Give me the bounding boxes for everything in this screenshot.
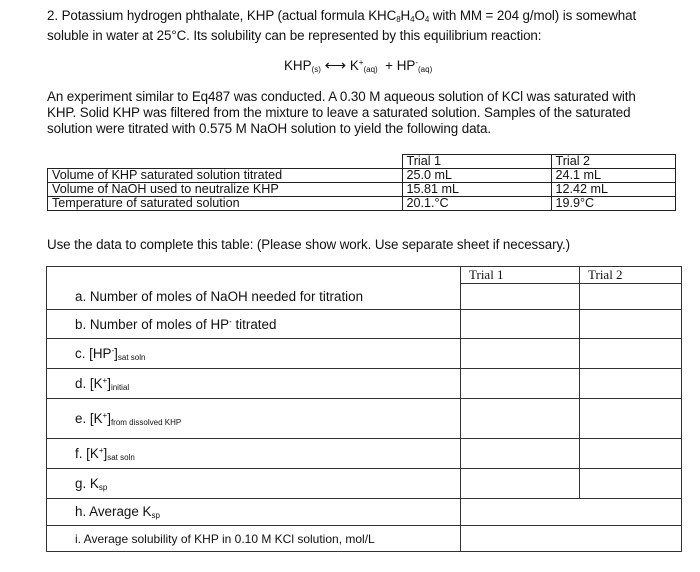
work-table-header — [47, 267, 682, 284]
double-arrow-icon: ⟷ — [324, 57, 347, 74]
intro-line-2: soluble in water at 25°C. Its solubility can be represented by this equilibrium reaction: — [47, 28, 542, 43]
answer-cell-average[interactable] — [461, 499, 682, 526]
data-header-trial-1: Trial 1 — [402, 155, 551, 169]
work-row-d: d. $[K^+]_{initial}$ — [47, 369, 682, 399]
answer-cell-trial-2[interactable] — [580, 284, 682, 310]
answer-cell-trial-1[interactable] — [461, 284, 580, 310]
work-row-e: e. $[K^+]_{from dissolved KHP}$ — [47, 399, 682, 439]
experiment-description: An experiment similar to Eq487 was conducted. A 0.30 M aqueous solution of KCl was saturated with KHP. Solid KHP was filtered from the mixture to leave a saturated solution. Samples of the saturated solution were titrated with 0.575 M NaOH solution to yield the following data. — [47, 89, 636, 136]
work-row-i: i. Average solubility of KHP in 0.10 M KCl solution, mol/L — [47, 526, 682, 552]
work-row-a: a. Number of moles of NaOH needed for titration — [47, 284, 682, 310]
answer-cell-solubility[interactable] — [461, 526, 682, 552]
work-row-f: f. $[K^+]_{sat soln}$ — [47, 439, 682, 469]
question-intro — [47, 8, 687, 44]
intro-line-1: 2. Potassium hydrogen phthalate, KHP (actual formula $KHC_8H_4O_4$ with MM = 204 g/mol) is somewhat — [47, 8, 637, 24]
data-row: Volume of NaOH used to neutralize KHP 15.81 mL 12.42 mL — [48, 183, 676, 197]
work-table — [46, 266, 682, 552]
answer-cell-trial-1[interactable] — [461, 369, 580, 399]
data-table-header — [48, 155, 676, 169]
answer-cell-trial-2[interactable] — [580, 399, 682, 439]
work-row-h: h. Average $K_{sp}$ — [47, 499, 682, 526]
work-row-b: b. Number of moles of HP- titrated — [47, 310, 682, 339]
answer-cell-trial-2[interactable] — [580, 469, 682, 499]
answer-cell-trial-1[interactable] — [461, 399, 580, 439]
answer-cell-trial-2[interactable] — [580, 369, 682, 399]
answer-cell-trial-1[interactable] — [461, 469, 580, 499]
answer-cell-trial-1[interactable] — [461, 339, 580, 369]
work-header-trial-2: Trial 2 — [580, 267, 682, 284]
data-header-trial-2: Trial 2 — [551, 155, 676, 169]
data-row: Volume of KHP saturated solution titrated 25.0 mL 24.1 mL — [48, 169, 676, 183]
answer-cell-trial-2[interactable] — [580, 439, 682, 469]
answer-cell-trial-1[interactable] — [461, 439, 580, 469]
work-header-trial-1: Trial 1 — [461, 267, 580, 284]
equilibrium-equation: $KHP_{(s)}$ ⟷ $K^+_{(aq)} + HP^-_{(aq)}$ — [284, 57, 433, 74]
answer-cell-trial-2[interactable] — [580, 339, 682, 369]
work-row-c: c. $[HP^-]_{sat soln}$ — [47, 339, 682, 369]
work-row-g: g. $K_{sp}$ — [47, 469, 682, 499]
answer-cell-trial-1[interactable] — [461, 310, 580, 339]
instruction: Use the data to complete this table: (Please show work. Use separate sheet if necessary.) — [47, 237, 571, 252]
answer-cell-trial-2[interactable] — [580, 310, 682, 339]
data-table — [47, 154, 676, 211]
data-row: Temperature of saturated solution 20.1.°C 19.9°C — [48, 197, 676, 211]
